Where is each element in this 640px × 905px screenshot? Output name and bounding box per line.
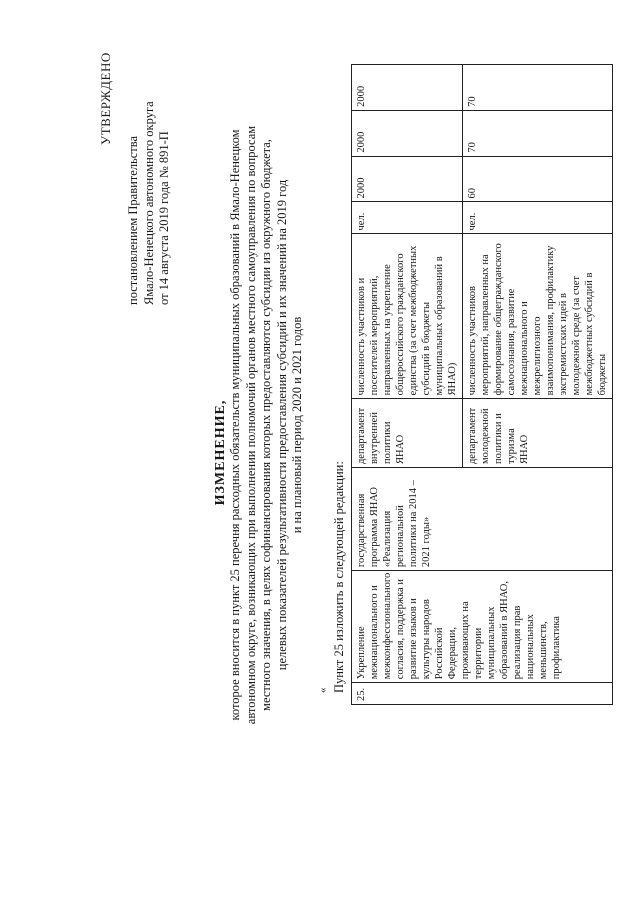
item-number-cell: 25.: [352, 683, 613, 705]
value-2020-cell: 70: [463, 110, 613, 156]
document-title: ИЗМЕНЕНИЕ,: [213, 399, 228, 506]
unit-cell: чел.: [352, 202, 463, 234]
value-2021-cell: 70: [463, 65, 613, 111]
program-cell: государственная программа ЯНАО «Реализация региональной политики на 2014 – 2021 годы»: [352, 468, 613, 571]
heading-line: и на плановый период 2020 и 2021 годов: [290, 316, 304, 534]
table-row: [352, 65, 463, 705]
heading-line: которое вносится в пункт 25 перечня расходных обязательств муниципальных образований в Ямало-Ненецком: [228, 129, 242, 721]
heading-line: местного значения, в целях софинансирования которых предоставляются субсидии из окружного бюджета,: [259, 139, 273, 711]
decree-line: постановлением Правительства: [126, 135, 140, 305]
heading-line: целевых показателей результативности предоставления субсидий и их значений на 2019 год: [274, 179, 289, 671]
department-cell: департамент внутренней политики ЯНАО: [352, 399, 463, 468]
document-heading: [228, 95, 306, 755]
indicator-cell: численность участников и посетителей мероприятий, направленных на укрепление общероссийского гражданского единства (за счет межбюджетных субсидий в бюджеты муниципальных образований в ЯНАО): [352, 234, 463, 399]
value-2019-cell: 2000: [352, 156, 463, 202]
obligations-table: [351, 64, 613, 705]
unit-cell: чел.: [463, 202, 613, 234]
indicator-cell: численность участников мероприятий, направленных на формирование общегражданского самосознания, развитие межнационального и межрелигиозного взаимопонимания, профилактику экстремистских идей в молодежной среде (за счет межбюджетных субсидий в бюджеты: [463, 234, 613, 399]
heading-line: автономном округе, возникающих при выполнении полномочий органов местного самоуправления по вопросам: [243, 125, 258, 725]
value-2021-cell: 2000: [352, 65, 463, 111]
quote-mark: «: [317, 687, 329, 693]
department-cell: департамент молодежной политики и туризма ЯНАО: [463, 399, 613, 468]
approval-stamp: УТВЕРЖДЕНО: [98, 52, 113, 145]
value-2020-cell: 2000: [352, 110, 463, 156]
decree-line: от 14 августа 2019 года № 891-П: [157, 131, 171, 305]
decree-reference: [126, 55, 173, 305]
value-2019-cell: 60: [463, 156, 613, 202]
amendment-instruction: Пункт 25 изложить в следующей редакции:: [332, 461, 346, 693]
goal-cell: Укрепление межнационального и межконфессионального согласия, поддержка и развитие языков и культуры народов Российской Федерации, проживающих на территории муниципальных образований в ЯНАО, реализация прав национальных меньшинств, профилактика: [352, 571, 613, 683]
decree-line: Ямало-Ненецкого автономного округа: [141, 101, 156, 305]
